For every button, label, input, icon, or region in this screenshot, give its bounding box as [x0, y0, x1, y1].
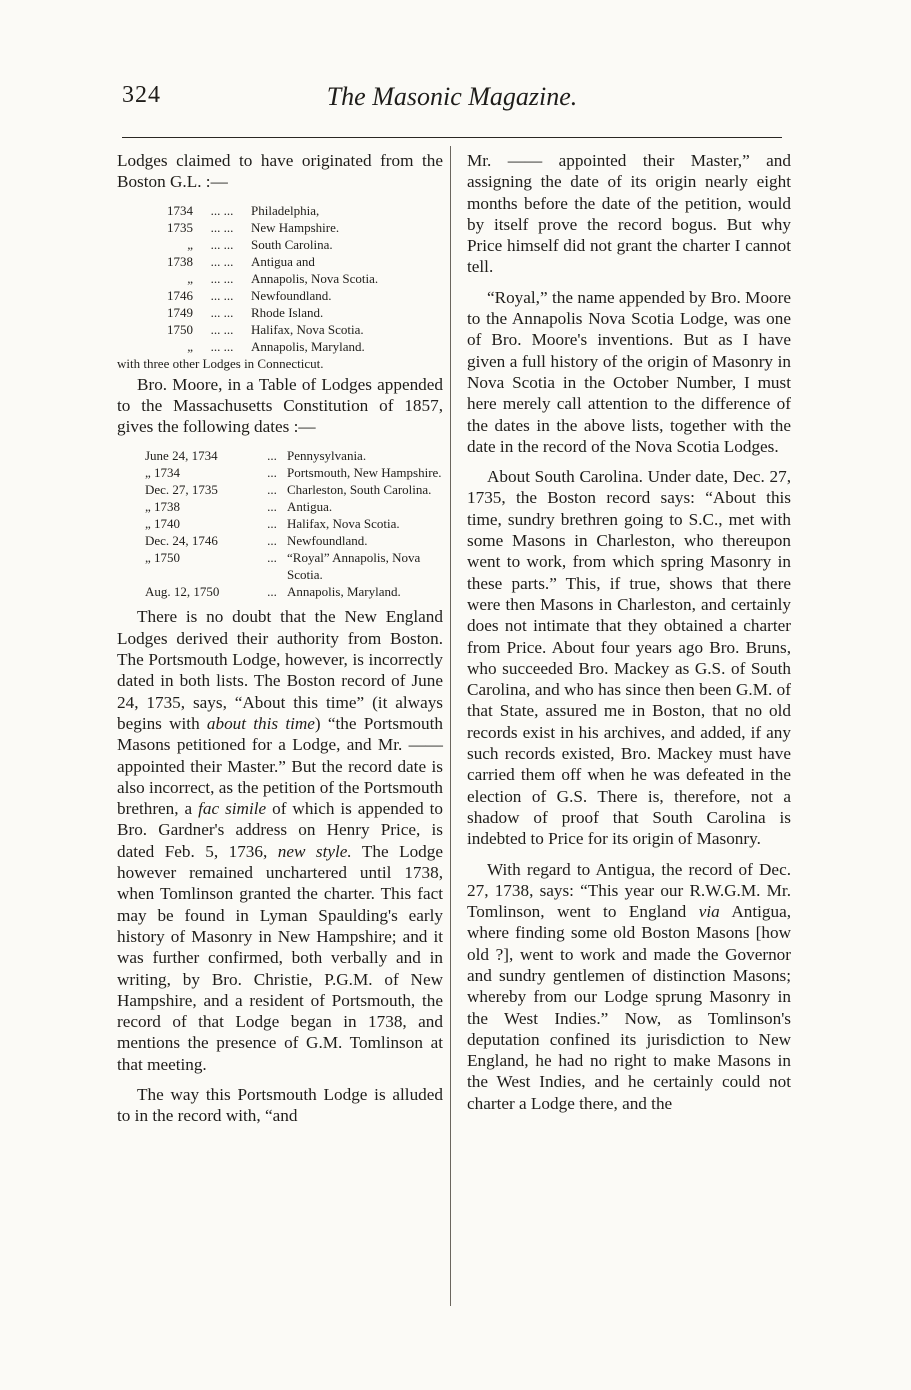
lodges-list-boston	[117, 202, 443, 372]
table-row: Dec. 24, 1746 ... Newfoundland.	[145, 533, 368, 549]
left-column	[117, 150, 443, 1136]
list-item: „ ... ... Annapolis, Maryland.	[187, 338, 365, 354]
paragraph-royal: “Royal,” the name appended by Bro. Moore to the Annapolis Nova Scotia Lodge, was one of Bro. Moore's inventions. But as I have given a full history of the origin of Masonry in Nova Scotia in the October Number, I must here merely call attention to the difference of the dates in the above lists, together with the date in the record of the Nova Scotia Lodges.	[467, 287, 791, 456]
list-item: 1749 ... ... Rhode Island.	[167, 304, 324, 320]
table-row: June 24, 1734 ... Pennysylvania.	[145, 448, 367, 464]
header-rule	[122, 137, 782, 138]
table-row: Aug. 12, 1750 ... Annapolis, Maryland.	[145, 584, 401, 600]
right-column	[467, 150, 791, 1123]
table-row: Dec. 27, 1735 ... Charleston, South Carolina.	[145, 482, 432, 498]
list-footnote: with three other Lodges in Connecticut.	[117, 355, 324, 371]
table-row: „ 1750 ... “Royal” Annapolis, Nova Scotia.	[145, 550, 421, 583]
lodges-intro: Lodges claimed to have originated from the Boston G.L. :—	[117, 151, 443, 192]
list-item: 1746 ... ... Newfoundland.	[167, 287, 332, 303]
table-row: „ 1738 ... Antigua.	[145, 499, 333, 515]
column-divider	[450, 146, 451, 1306]
list-item: 1738 ... ... Antigua and	[167, 253, 315, 269]
page-header	[122, 82, 782, 122]
list-item: 1750 ... ... Halifax, Nova Scotia.	[167, 321, 364, 337]
paragraph-continued: Mr. —— appointed their Master,” and assigning the date of its origin nearly eight months before the date of the petition, would by itself prove the record bogus. But why Price himself did not grant the charter I cannot tell.	[467, 151, 791, 277]
running-title: The Masonic Magazine.	[326, 82, 578, 111]
list-item: 1734 ... ... Philadelphia,	[167, 202, 320, 218]
list-item: 1735 ... ... New Hampshire.	[167, 219, 340, 235]
page-number: 324	[122, 82, 161, 108]
lodges-table-moore	[145, 447, 443, 600]
paragraph-portsmouth-way: The way this Portsmouth Lodge is alluded to in the record with, “and	[117, 1085, 443, 1126]
table-row: „ 1740 ... Halifax, Nova Scotia.	[145, 516, 400, 532]
table-row: „ 1734 ... Portsmouth, New Hampshire.	[145, 465, 442, 481]
paragraph-south-carolina: About South Carolina. Under date, Dec. 27, 1735, the Boston record says: “About this time, sundry brethren going to S.C., met with some Masons in Charleston, who thereupon went to work, from which spring Masonry in these parts.” This, if true, shows that there were then Masons in Charleston, and certainly does not intimate that they obtained a charter from Price. About four years ago Bro. Bruns, who succeeded Bro. Mackey as G.S. of South Carolina, and who has since then been G.M. of that State, assured me in Boston, that no old records exist in his archives, and added, if any such records existed, Bro. Mackey must have carried them off when he was defeated in the election of G.S. There is, therefore, not a shadow of proof that South Carolina is indebted to Price for its origin of Masonry.	[467, 467, 791, 849]
list-item: „ ... ... South Carolina.	[187, 236, 333, 252]
list-item: „ ... ... Annapolis, Nova Scotia.	[187, 270, 379, 286]
paragraph-antigua: With regard to Antigua, the record of Dec. 27, 1738, says: “This year our R.W.G.M. Mr. Tomlinson, went to England via Antigua, where finding some old Boston Masons [how old ?], went to work and made the Governor and sundry gentlemen of distinction Masons; whereby from our Lodge sprung Masonry in the West Indies.” Now, as Tomlinson's deputation confined its jurisdiction to New England, he had no right to make Masons in the West Indies, and he certainly could not charter a Lodge there, and the	[467, 859, 791, 1113]
paragraph-boston-record: There is no doubt that the New England Lodges derived their authority from Boston. The Portsmouth Lodge, however, is incorrectly dated in both lists. The Boston record of June 24, 1735, says, “About this time” (it always begins with about this time) “the Portsmouth Masons petitioned for a Lodge, and Mr. —— appointed their Master.” But the record date is also incorrect, as the petition of the Portsmouth brethren, a fac simile of which is appended to Bro. Gardner's address on Henry Price, is dated Feb. 5, 1736, new style. The Lodge however remained unchartered until 1738, when Tomlinson granted the charter. This fact may be found in Lyman Spaulding's early history of Masonry in New Hampshire; and it was further confirmed, both verbally and in writing, by Bro. Christie, P.G.M. of New Hampshire, and a resident of Portsmouth, the record of that Lodge began in 1738, and mentions the presence of G.M. Tomlinson at that meeting.	[117, 607, 443, 1074]
paragraph-moore: Bro. Moore, in a Table of Lodges appended to the Massachusetts Constitution of 1857, gives the following dates :—	[117, 374, 443, 437]
